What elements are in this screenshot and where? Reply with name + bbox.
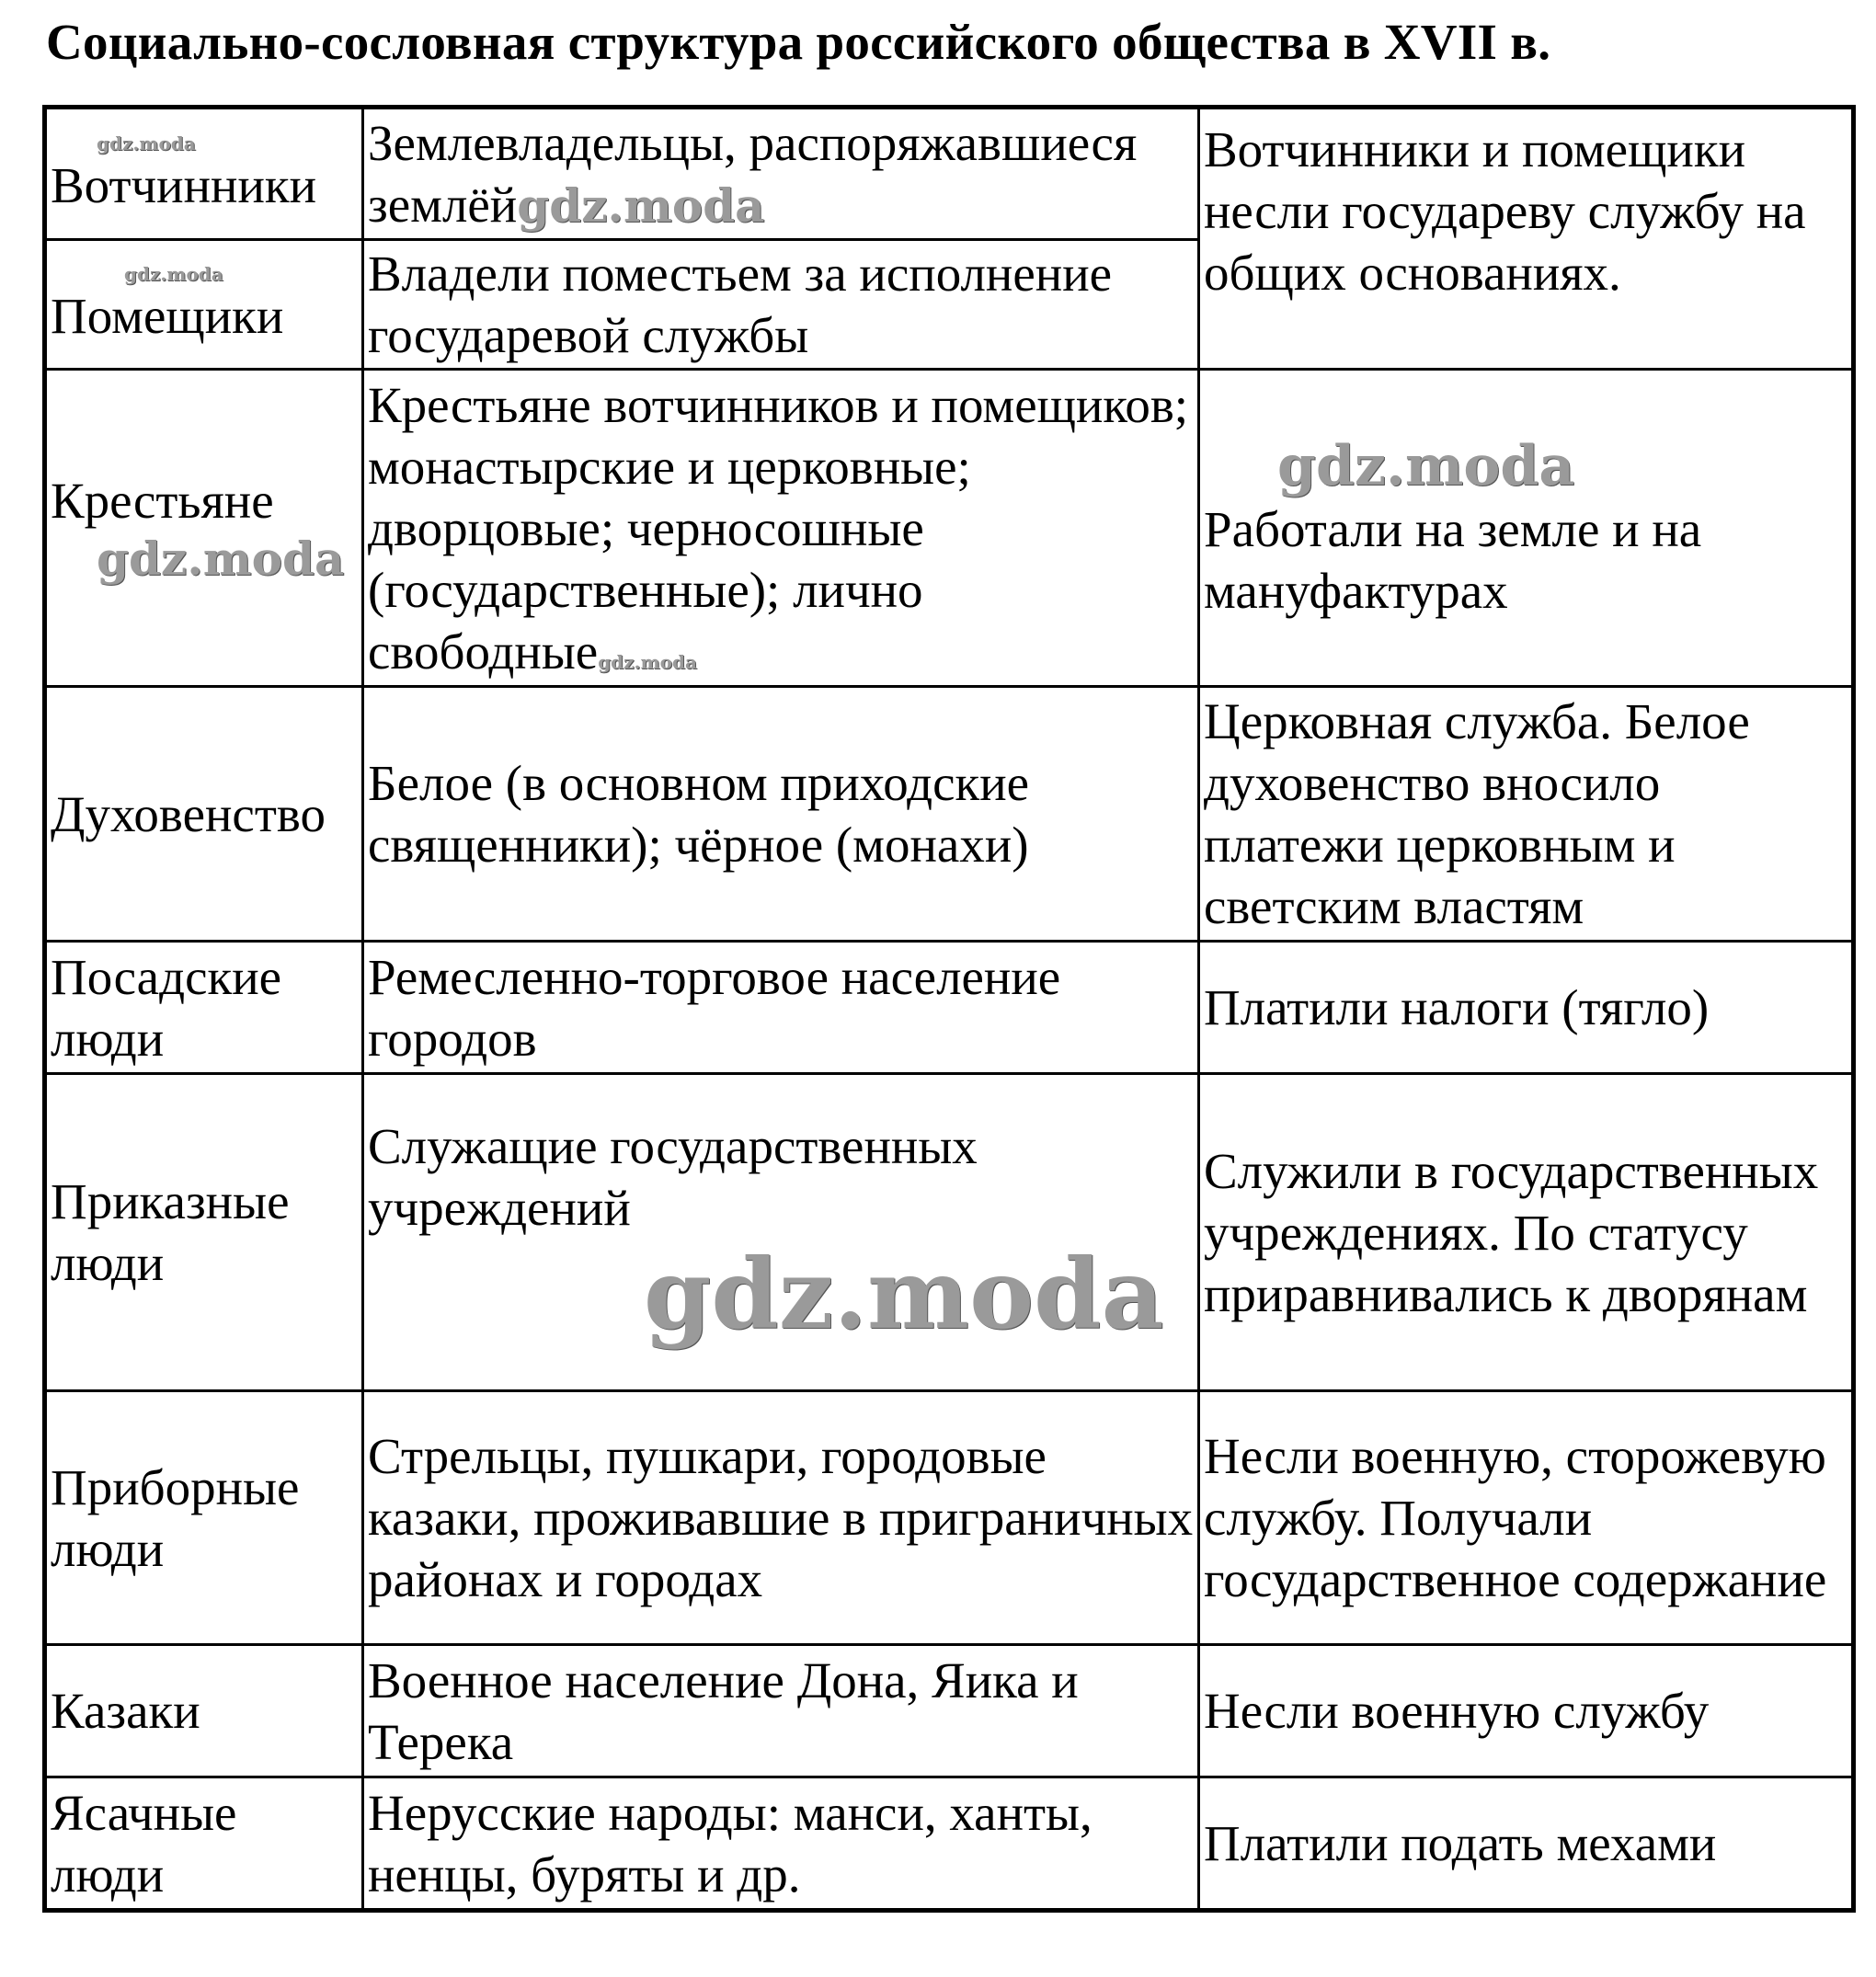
- social-structure-table: [42, 105, 1856, 1913]
- estate-description: Ремесленно-торговое население городов: [363, 942, 1199, 1074]
- table-row: [45, 1391, 1854, 1645]
- estate-name: Приказные люди: [45, 1074, 363, 1391]
- estate-description: Военное население Дона, Яика и Терека: [363, 1645, 1199, 1777]
- estate-name: Посадские люди: [45, 942, 363, 1074]
- estate-name: Духовенство: [45, 687, 363, 942]
- watermark: gdz.moda: [97, 531, 345, 586]
- table-row: [45, 1074, 1854, 1391]
- estate-name-text: Крестьяне: [51, 472, 274, 529]
- watermark: gdz.moda: [644, 1237, 1164, 1351]
- estate-role: Платили налоги (тягло): [1199, 942, 1854, 1074]
- table-row: [45, 1777, 1854, 1911]
- estate-description: [363, 370, 1199, 687]
- table-row: [45, 687, 1854, 942]
- estate-name: [45, 108, 363, 240]
- watermark: gdz.moda: [517, 178, 765, 233]
- estate-name: Приборные люди: [45, 1391, 363, 1645]
- table-row: [45, 370, 1854, 687]
- estate-role: Платили подать мехами: [1199, 1777, 1854, 1911]
- estate-role: Служили в государственных учреждениях. По статусу приравнивались к дворянам: [1199, 1074, 1854, 1391]
- estate-description-text: Землевладельцы, распоряжавшиеся землёй: [368, 115, 1138, 233]
- watermark: gdz.moda: [598, 650, 697, 673]
- estate-role: Несли военную службу: [1199, 1645, 1854, 1777]
- estate-description-text: Крестьяне вотчинников и помещиков; монастырские и церковные; дворцовые; черносошные (государственные); лично свободные: [368, 376, 1189, 680]
- estate-name: Казаки: [45, 1645, 363, 1777]
- estate-role: Несли военную, сторожевую службу. Получали государственное содержание: [1199, 1391, 1854, 1645]
- estate-name: [45, 240, 363, 370]
- estate-role-text: Вотчинники и помещики несли государеву службу на общих основаниях.: [1204, 121, 1806, 301]
- table-row: [45, 1645, 1854, 1777]
- estate-description-text: Служащие государственных учреждений: [368, 1118, 978, 1236]
- estate-role: [1199, 108, 1854, 370]
- estate-description: [363, 1074, 1199, 1391]
- estate-description: Белое (в основном приходские священники); чёрное (монахи): [363, 687, 1199, 942]
- estate-role: Церковная служба. Белое духовенство вносило платежи церковным и светским властям: [1199, 687, 1854, 942]
- estate-role-text: Работали на земле и на мануфактурах: [1204, 501, 1702, 619]
- estate-name-text: Помещики: [51, 287, 284, 344]
- table-row: [45, 108, 1854, 240]
- page-title: Социально-сословная структура российского общества в XVII в.: [46, 14, 1551, 70]
- estate-description: Владели поместьем за исполнение государевой службы: [363, 240, 1199, 370]
- watermark: gdz.moda: [1277, 434, 1575, 498]
- watermark: gdz.moda: [124, 262, 223, 285]
- table-row: [45, 942, 1854, 1074]
- estate-name: Ясачные люди: [45, 1777, 363, 1911]
- estate-description: [363, 108, 1199, 240]
- watermark: gdz.moda: [97, 131, 196, 154]
- estate-description: Нерусские народы: манси, ханты, ненцы, буряты и др.: [363, 1777, 1199, 1911]
- estate-name: [45, 370, 363, 687]
- estate-name-text: Вотчинники: [51, 156, 317, 213]
- estate-description: Стрельцы, пушкари, городовые казаки, проживавшие в приграничных районах и городах: [363, 1391, 1199, 1645]
- estate-role: [1199, 370, 1854, 687]
